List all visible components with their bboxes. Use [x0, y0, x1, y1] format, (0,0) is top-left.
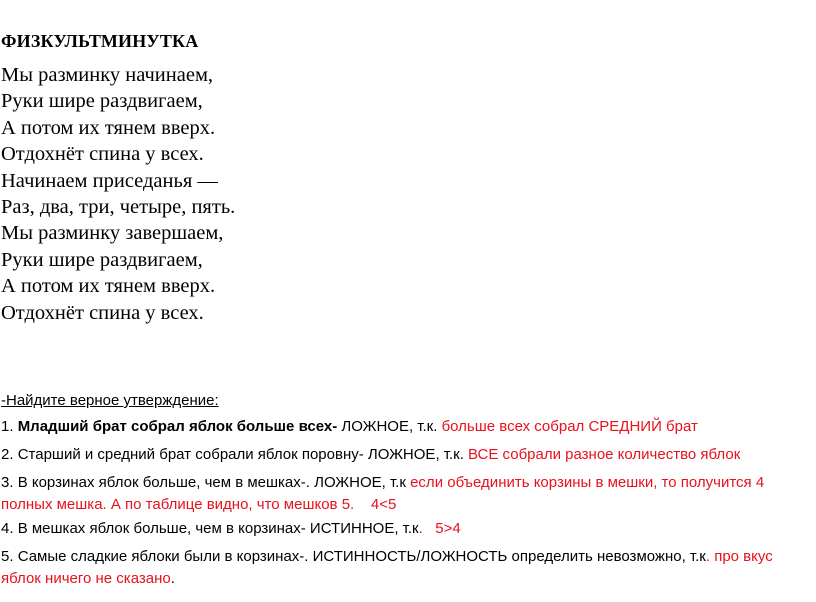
- statement-verdict: ЛОЖНОЕ, т.к: [309, 474, 411, 491]
- statement-reason: если объединить корзины в мешки, то получится 4 полных мешка. А по таблице видно, что мешков 5.: [1, 474, 765, 513]
- page-title: ФИЗКУЛЬТМИНУТКА: [1, 31, 199, 51]
- poem: [1, 62, 235, 326]
- statement-verdict: ЛОЖНОЕ, т.к.: [363, 446, 469, 463]
- poem-line: Мы разминку завершаем,: [1, 222, 224, 245]
- poem-line: Отдохнёт спина у всех.: [1, 143, 204, 166]
- statement-verdict: ИСТИННОЕ, т.к: [305, 520, 419, 537]
- statement-number: 5.: [1, 548, 18, 565]
- statement-number: 2.: [1, 446, 18, 463]
- statement-number: 3.: [1, 474, 18, 491]
- poem-line: Руки шире раздвигаем,: [1, 248, 203, 271]
- statement-claim: Старший и средний брат собрали яблок поровну-: [17, 446, 364, 463]
- statement-reason: больше всех собрал СРЕДНИЙ брат: [441, 418, 698, 435]
- poem-line: Мы разминку начинаем,: [1, 64, 214, 86]
- statement-dot: .: [418, 520, 423, 537]
- poem-line: Начинаем приседанья —: [1, 169, 218, 192]
- statement-comparison: 5>4: [435, 520, 461, 537]
- task-question: -Найдите верное утверждение:: [1, 392, 219, 409]
- statement-item: [1, 546, 815, 590]
- statement-item: [1, 518, 815, 540]
- statement-number: 1.: [1, 418, 18, 435]
- poem-line: А потом их тянем вверх.: [1, 275, 216, 298]
- statement-reason: ВСЕ собрали разное количество яблок: [468, 446, 741, 463]
- statement-claim: В мешках яблок больше, чем в корзинах-: [17, 520, 306, 537]
- statement-end: .: [170, 570, 175, 587]
- statement-verdict: ИСТИННОСТЬ/ЛОЖНОСТЬ определить невозможно, т.к: [308, 548, 706, 565]
- statement-claim: В корзинах яблок больше, чем в мешках-.: [17, 474, 310, 491]
- statement-comparison: 4<5: [370, 496, 397, 513]
- poem-line: Руки шире раздвигаем,: [1, 90, 203, 113]
- statement-list: [1, 416, 815, 596]
- statement-item: [1, 444, 815, 466]
- statement-claim: Самые сладкие яблоки были в корзинах-.: [17, 548, 309, 565]
- statement-reason: про вкус яблок ничего не сказано: [1, 548, 773, 587]
- poem-line: Отдохнёт спина у всех.: [1, 301, 204, 324]
- statement-dot: .: [705, 548, 711, 565]
- statement-item: [1, 472, 815, 516]
- statement-claim: Младший брат собрал яблок больше всех-: [17, 418, 338, 435]
- statement-verdict: ЛОЖНОЕ, т.к.: [337, 418, 442, 435]
- statement-number: 4.: [1, 520, 18, 537]
- statement-item: [1, 416, 815, 438]
- poem-line: А потом их тянем вверх.: [1, 116, 216, 139]
- poem-line: Раз, два, три, четыре, пять.: [1, 196, 236, 219]
